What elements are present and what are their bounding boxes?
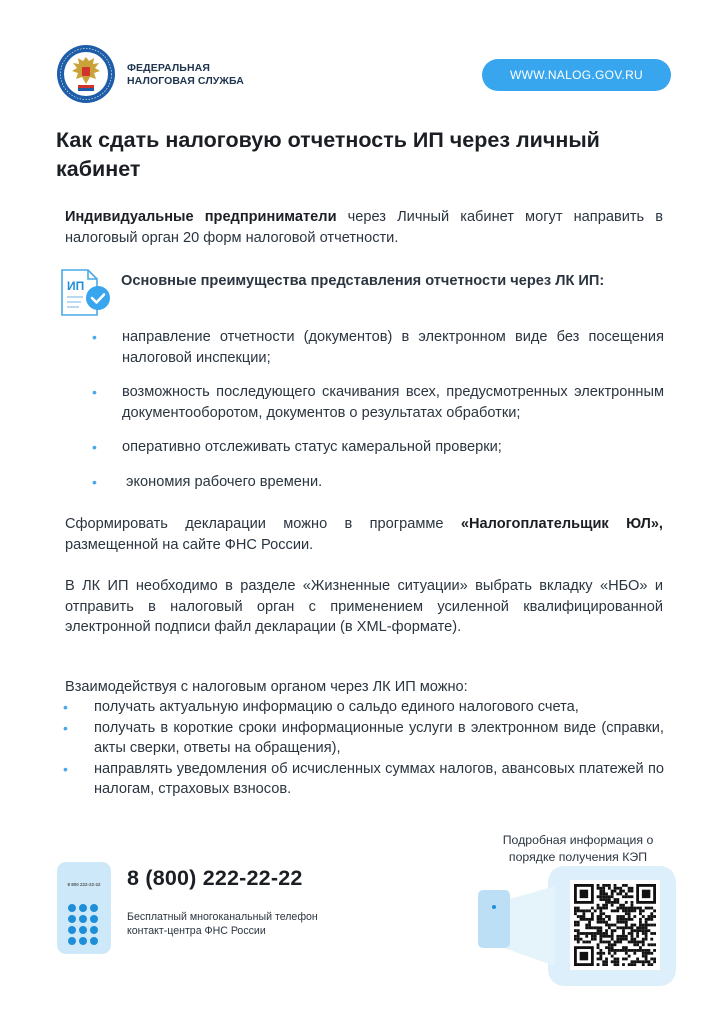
bullet-dot-icon: •	[63, 719, 68, 736]
org-name	[127, 62, 244, 88]
advantages-heading: Основные преимущества представления отчетности через ЛК ИП:	[121, 273, 605, 289]
site-link-button[interactable]: WWW.NALOG.GOV.RU	[482, 59, 671, 91]
kep-caption: Подробная информация о порядке получения КЭП	[502, 833, 654, 864]
lk-instructions-paragraph: В ЛК ИП необходимо в разделе «Жизненные ситуации» выбрать вкладку «НБО» и отправить в налоговый орган с применением усиленной квалифицированной электронной подписи файл декларации (в XML-формате).	[65, 578, 663, 635]
scanning-phone-icon	[478, 890, 510, 948]
hotline-phone-number[interactable]: 8 (800) 222-22-22	[127, 866, 303, 890]
bullet-dot-icon: •	[92, 384, 97, 400]
scan-beam	[505, 886, 555, 966]
bullet-dot-icon: •	[92, 329, 97, 345]
advantages-list	[92, 327, 664, 492]
intro-paragraph	[65, 207, 663, 248]
document-check-icon	[59, 268, 113, 318]
interaction-lead: Взаимодействуя с налоговым органом через ЛК ИП можно:	[65, 679, 468, 695]
bullet-dot-icon: •	[63, 699, 68, 715]
phone-keypad	[68, 904, 100, 945]
list-item: • экономия рабочего времени.	[122, 472, 664, 493]
phone-icon	[57, 862, 111, 954]
page-title: Как сдать налоговую отчетность ИП через личный кабинет	[56, 128, 600, 181]
bullet-dot-icon: •	[92, 473, 97, 490]
hotline-caption: Бесплатный многоканальный телефон контакт-центра ФНС России	[127, 911, 318, 937]
declaration-paragraph: Сформировать декларации можно в программе «Налогоплательщик ЮЛ», размещенной на сайте ФНС России.	[65, 516, 663, 553]
qr-code-image	[574, 884, 656, 966]
list-item: • направлять уведомления об исчисленных суммах налогов, авансовых платежей по налогам, страховых взносов.	[63, 760, 664, 797]
list-item: • оперативно отслеживать статус камеральной проверки;	[122, 437, 664, 458]
interaction-list	[63, 697, 664, 800]
list-item: • направление отчетности (документов) в электронном виде без посещения налоговой инспекции;	[92, 329, 664, 366]
program-name: «Налогоплательщик ЮЛ»,	[460, 516, 663, 532]
qr-code[interactable]	[570, 880, 660, 970]
org-name-line1: ФЕДЕРАЛЬНАЯ	[127, 62, 210, 74]
fns-emblem-logo	[56, 44, 116, 104]
list-item: • получать в короткие сроки информационные услуги в электронном виде (справки, акты сверки, ответы на обращения),	[63, 719, 664, 756]
org-name-line2: НАЛОГОВАЯ СЛУЖБА	[127, 75, 244, 87]
bullet-dot-icon: •	[92, 439, 97, 455]
intro-rest: через Личный кабинет могут направить в налоговый орган 20 форм налоговой отчетности.	[65, 209, 663, 246]
intro-bold: Индивидуальные предприниматели	[65, 209, 337, 225]
bullet-dot-icon: •	[63, 760, 68, 777]
phone-screen-number: 8 800 222-22-22	[67, 882, 101, 887]
list-item: • возможность последующего скачивания всех, предусмотренных электронным документооборотом, документов о результатах обработки;	[92, 384, 664, 421]
doc-icon-label: ИП	[67, 279, 85, 293]
list-item: • получать актуальную информацию о сальдо единого налогового счета,	[94, 697, 664, 718]
